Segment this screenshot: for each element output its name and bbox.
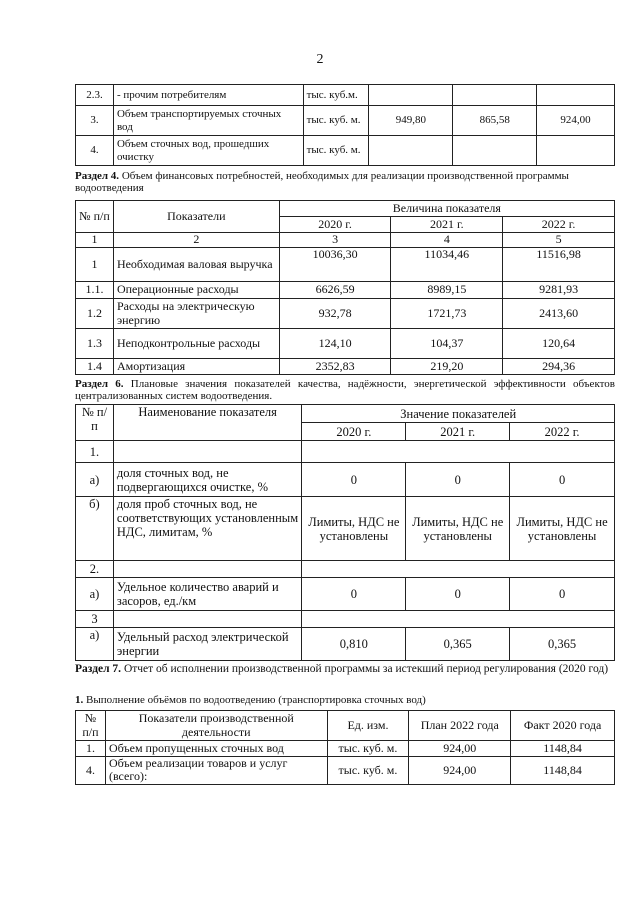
row-name: Операционные расходы — [113, 282, 279, 299]
value-2020: 0 — [302, 463, 406, 497]
transport-volume-table — [75, 84, 615, 166]
row-name: Объем сточных вод, прошедших очистку — [113, 136, 303, 166]
header-2022: 2022 г. — [503, 217, 615, 233]
value-2022: 0 — [510, 463, 615, 497]
group-number: 2. — [76, 561, 114, 578]
column-number-row — [76, 233, 615, 248]
group-row — [76, 441, 615, 463]
value-2021: 0 — [406, 578, 510, 611]
value-2022: 120,64 — [503, 329, 615, 359]
value-2022: 2413,60 — [503, 299, 615, 329]
value-2022: 294,36 — [503, 359, 615, 375]
group-row — [76, 611, 615, 628]
value-2020 — [369, 85, 453, 106]
value-2021 — [453, 85, 537, 106]
value-2021: 1721,73 — [391, 299, 503, 329]
row-number: б) — [76, 497, 114, 561]
row-number: 1.1. — [76, 282, 114, 299]
value-2021: 8989,15 — [391, 282, 503, 299]
row-number: а) — [76, 463, 114, 497]
table-row — [76, 106, 615, 136]
row-name: Расходы на электрическую энергию — [113, 299, 279, 329]
row-number: 1 — [76, 248, 114, 282]
header-value: Значение показателей — [302, 405, 615, 423]
section-4-title: Объем финансовых потребностей, необходимых для реализации производственной программы водоотведения — [75, 170, 569, 195]
value-2022: 0 — [510, 578, 615, 611]
row-number: а) — [76, 578, 114, 611]
column-number: 4 — [391, 233, 503, 248]
header-number: № п/п — [76, 711, 106, 741]
section-7-label: Раздел 7. — [75, 663, 122, 675]
value-2020: 10036,30 — [279, 248, 391, 282]
row-number: 1.2 — [76, 299, 114, 329]
row-number: 1.4 — [76, 359, 114, 375]
header-number: № п/п — [76, 405, 114, 441]
value-2021: 104,37 — [391, 329, 503, 359]
row-name: Удельное количество аварий и засоров, ед./км — [113, 578, 302, 611]
table-row — [76, 359, 615, 375]
table-row — [76, 578, 615, 611]
value-2021: 0 — [406, 463, 510, 497]
fact-value: 1148,84 — [511, 757, 615, 785]
financial-needs-table — [75, 200, 615, 375]
section-4-label: Раздел 4. — [75, 170, 120, 182]
row-name: Объем пропущенных сточных вод — [105, 741, 327, 757]
header-2021: 2021 г. — [391, 217, 503, 233]
header-indicator: Показатели — [113, 201, 279, 233]
section-7-title: Отчет об исполнении производственной программы за истекший период регулирования (2020 год) — [121, 663, 609, 675]
value-2020: 949,80 — [369, 106, 453, 136]
column-number: 2 — [113, 233, 279, 248]
row-number: 4. — [76, 136, 114, 166]
header-indicator-name: Наименование показателя — [113, 405, 302, 441]
column-number: 3 — [279, 233, 391, 248]
row-unit: тыс. куб. м. — [303, 136, 369, 166]
row-unit: тыс. куб.м. — [303, 85, 369, 106]
header-2022: 2022 г. — [510, 423, 615, 441]
header-unit: Ед. изм. — [327, 711, 409, 741]
value-2021 — [453, 136, 537, 166]
subsection-number: 1. — [75, 694, 84, 706]
header-2020: 2020 г. — [279, 217, 391, 233]
fact-value: 1148,84 — [511, 741, 615, 757]
page-number: 2 — [316, 52, 324, 67]
table-row — [76, 282, 615, 299]
row-name: доля сточных вод, не подвергающихся очистке, % — [113, 463, 302, 497]
table-row — [76, 757, 615, 785]
performance-report-table — [75, 710, 615, 785]
row-name: Удельный расход электрической энергии — [113, 628, 302, 661]
header-value: Величина показателя — [279, 201, 614, 217]
table-row — [76, 248, 615, 282]
row-name: Объем реализации товаров и услуг (всего): — [105, 757, 327, 785]
value-2020: 6626,59 — [279, 282, 391, 299]
value-2021: 219,20 — [391, 359, 503, 375]
row-number: 4. — [76, 757, 106, 785]
row-unit: тыс. куб. м. — [327, 741, 409, 757]
value-2020: 0 — [302, 578, 406, 611]
section-7-subheading — [75, 694, 615, 706]
group-number: 3 — [76, 611, 114, 628]
header-2020: 2020 г. — [302, 423, 406, 441]
group-number: 1. — [76, 441, 114, 463]
value-2022: 9281,93 — [503, 282, 615, 299]
table-row — [76, 329, 615, 359]
row-unit: тыс. куб. м. — [303, 106, 369, 136]
subsection-title: Выполнение объёмов по водоотведению (транспортировка сточных вод) — [83, 694, 426, 706]
row-number: 2.3. — [76, 85, 114, 106]
value-2020: 124,10 — [279, 329, 391, 359]
value-2020: 2352,83 — [279, 359, 391, 375]
value-2022 — [537, 85, 615, 106]
plan-value: 924,00 — [409, 757, 511, 785]
value-2020: Лимиты, НДС не установлены — [302, 497, 406, 561]
value-2022: 0,365 — [510, 628, 615, 661]
table-row — [76, 136, 615, 166]
section-6-label: Раздел 6. — [75, 378, 124, 390]
header-plan: План 2022 года — [409, 711, 511, 741]
header-number: № п/п — [76, 201, 114, 233]
value-2020 — [369, 136, 453, 166]
value-2020: 0,810 — [302, 628, 406, 661]
header-2021: 2021 г. — [406, 423, 510, 441]
row-number: 3. — [76, 106, 114, 136]
table-row — [76, 741, 615, 757]
value-2021: Лимиты, НДС не установлены — [406, 497, 510, 561]
value-2021: 11034,46 — [391, 248, 503, 282]
value-2022: 924,00 — [537, 106, 615, 136]
section-6-title: Плановые значения показателей качества, надёжности, энергетической эффективности объектов централизованных систем водоотведения. — [75, 378, 615, 403]
section-7-heading — [75, 663, 615, 676]
value-2021: 0,365 — [406, 628, 510, 661]
table-row — [76, 299, 615, 329]
column-number: 1 — [76, 233, 114, 248]
row-name: доля проб сточных вод, не соответствующих установленным НДС, лимитам, % — [113, 497, 302, 561]
plan-value: 924,00 — [409, 741, 511, 757]
value-2022: Лимиты, НДС не установлены — [510, 497, 615, 561]
row-name: Амортизация — [113, 359, 279, 375]
table-row — [76, 628, 615, 661]
row-number: 1.3 — [76, 329, 114, 359]
section-6-heading — [75, 378, 615, 403]
quality-indicators-table — [75, 404, 615, 661]
table-row — [76, 463, 615, 497]
header-fact: Факт 2020 года — [511, 711, 615, 741]
value-2020: 932,78 — [279, 299, 391, 329]
row-name: Неподконтрольные расходы — [113, 329, 279, 359]
group-row — [76, 561, 615, 578]
row-number: а) — [76, 628, 114, 661]
value-2022 — [537, 136, 615, 166]
row-number: 1. — [76, 741, 106, 757]
value-2022: 11516,98 — [503, 248, 615, 282]
row-unit: тыс. куб. м. — [327, 757, 409, 785]
row-name: - прочим потребителям — [113, 85, 303, 106]
table-row — [76, 85, 615, 106]
section-4-heading — [75, 170, 615, 195]
column-number: 5 — [503, 233, 615, 248]
value-2021: 865,58 — [453, 106, 537, 136]
table-row — [76, 497, 615, 561]
row-name: Объем транспортируемых сточных вод — [113, 106, 303, 136]
row-name: Необходимая валовая выручка — [113, 248, 279, 282]
header-indicator: Показатели производственной деятельности — [105, 711, 327, 741]
